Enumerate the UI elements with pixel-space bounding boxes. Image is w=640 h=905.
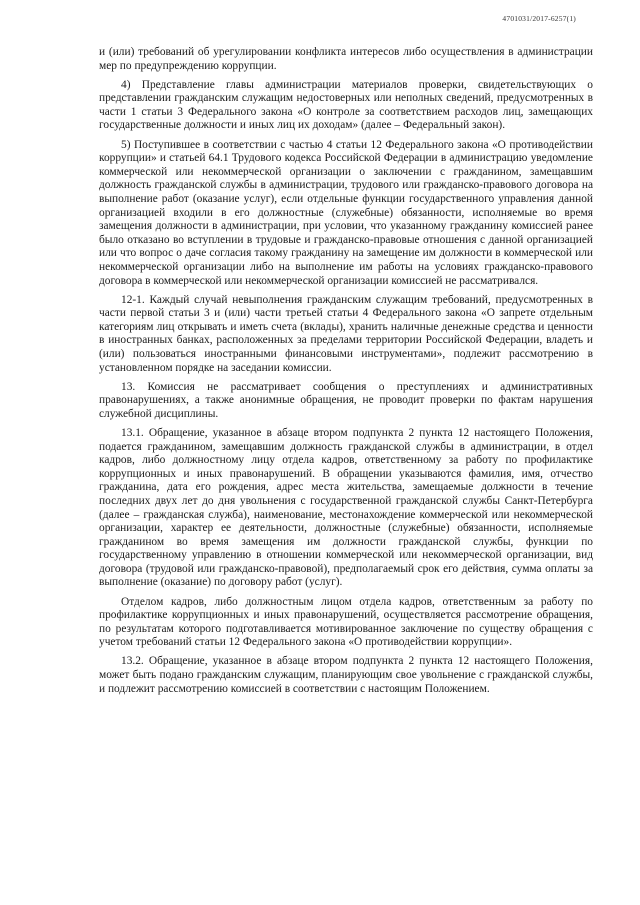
paragraph-item-5: 5) Поступившее в соответствии с частью 4 статьи 12 Федерального закона «О противодействии коррупции» и статьей 64.1 Трудового кодекса Российской Федерации в администрацию уведомление коммерческой или некоммерческой организации о заключении с гражданином, замещавшим должность гражданской службы в администрации, трудового или гражданско-правового договора на выполнение работ (оказание услуг), если отдельные функции государственного управления данной организацией входили в его должностные (служебные) обязанности, исполняемые во время замещения должности в администрации, при условии, что указанному гражданину комиссией ранее было отказано во вступлении в трудовые и гражданско-правовые отношения с данной организацией или что вопрос о даче согласия такому гражданину на замещение им должности в коммерческой или некоммерческой организации либо на выполнение им работы на условиях гражданско-правового договора в коммерческой или некоммерческой организации комиссией не рассматривался. xyxy=(99,138,593,287)
paragraph-13-2: 13.2. Обращение, указанное в абзаце втором подпункта 2 пункта 12 настоящего Положения, может быть подано гражданским служащим, планирующим свое увольнение с гражданской службы, и подлежит рассмотрению комиссией в соответствии с настоящим Положением. xyxy=(99,655,593,695)
paragraph-12-1: 12-1. Каждый случай невыполнения гражданским служащим требований, предусмотренных в части первой статьи 3 и (или) части третьей статьи 4 Федерального закона «О запрете отдельным категориям лиц открывать и иметь счета (вклады), хранить наличные денежные средства и ценности в иностранных банках, расположенных за пределами территории Российской Федерации, владеть и (или) пользоваться иностранными финансовыми инструментами», подлежит рассмотрению в установленном порядке на заседании комиссии. xyxy=(99,293,593,374)
paragraph-item-4: 4) Представление главы администрации материалов проверки, свидетельствующих о представлении гражданским служащим недостоверных или неполных сведений, предусмотренных в части 1 статьи 3 Федерального закона «О контроле за соответствием расходов лиц, замещающих государственные должности и иных лиц их доходам» (далее – Федеральный закон). xyxy=(99,78,593,132)
document-id: 4701031/2017-6257(1) xyxy=(502,14,576,23)
document-body xyxy=(99,46,593,702)
paragraph-continuation: и (или) требований об урегулировании конфликта интересов либо осуществления в администрации мер по предупреждению коррупции. xyxy=(99,46,593,72)
paragraph-13-1-continued: Отделом кадров, либо должностным лицом отдела кадров, ответственным за работу по профилактике коррупционных и иных правонарушений, осуществляется рассмотрение обращения, по результатам которого подготавливается мотивированное заключение по существу обращения с учетом требований статьи 12 Федерального закона «О противодействии коррупции». xyxy=(99,595,593,649)
paragraph-13-1: 13.1. Обращение, указанное в абзаце втором подпункта 2 пункта 12 настоящего Положения, подается гражданином, замещавшим должность гражданской службы в администрации, в отдел кадров, либо должностному лицу отдела кадров, ответственному за работу по профилактике коррупционных и иных правонарушений. В обращении указываются фамилия, имя, отчество гражданина, дата его рождения, адрес места жительства, замещаемые должности в течение последних двух лет до дня увольнения с государственной гражданской службы Санкт-Петербурга (далее – гражданская служба), наименование, местонахождение коммерческой или некоммерческой организации, характер ее деятельности, должностные (служебные) обязанности, исполняемые гражданином во время замещения им должности гражданской службы, функции по государственному управлению в отношении коммерческой или некоммерческой организации, вид договора (трудовой или гражданско-правовой), предполагаемый срок его действия, сумма оплаты за выполнение (оказание) по договору работ (услуг). xyxy=(99,426,593,589)
paragraph-13: 13. Комиссия не рассматривает сообщения о преступлениях и административных правонарушениях, а также анонимные обращения, не проводит проверки по фактам нарушения служебной дисциплины. xyxy=(99,380,593,420)
